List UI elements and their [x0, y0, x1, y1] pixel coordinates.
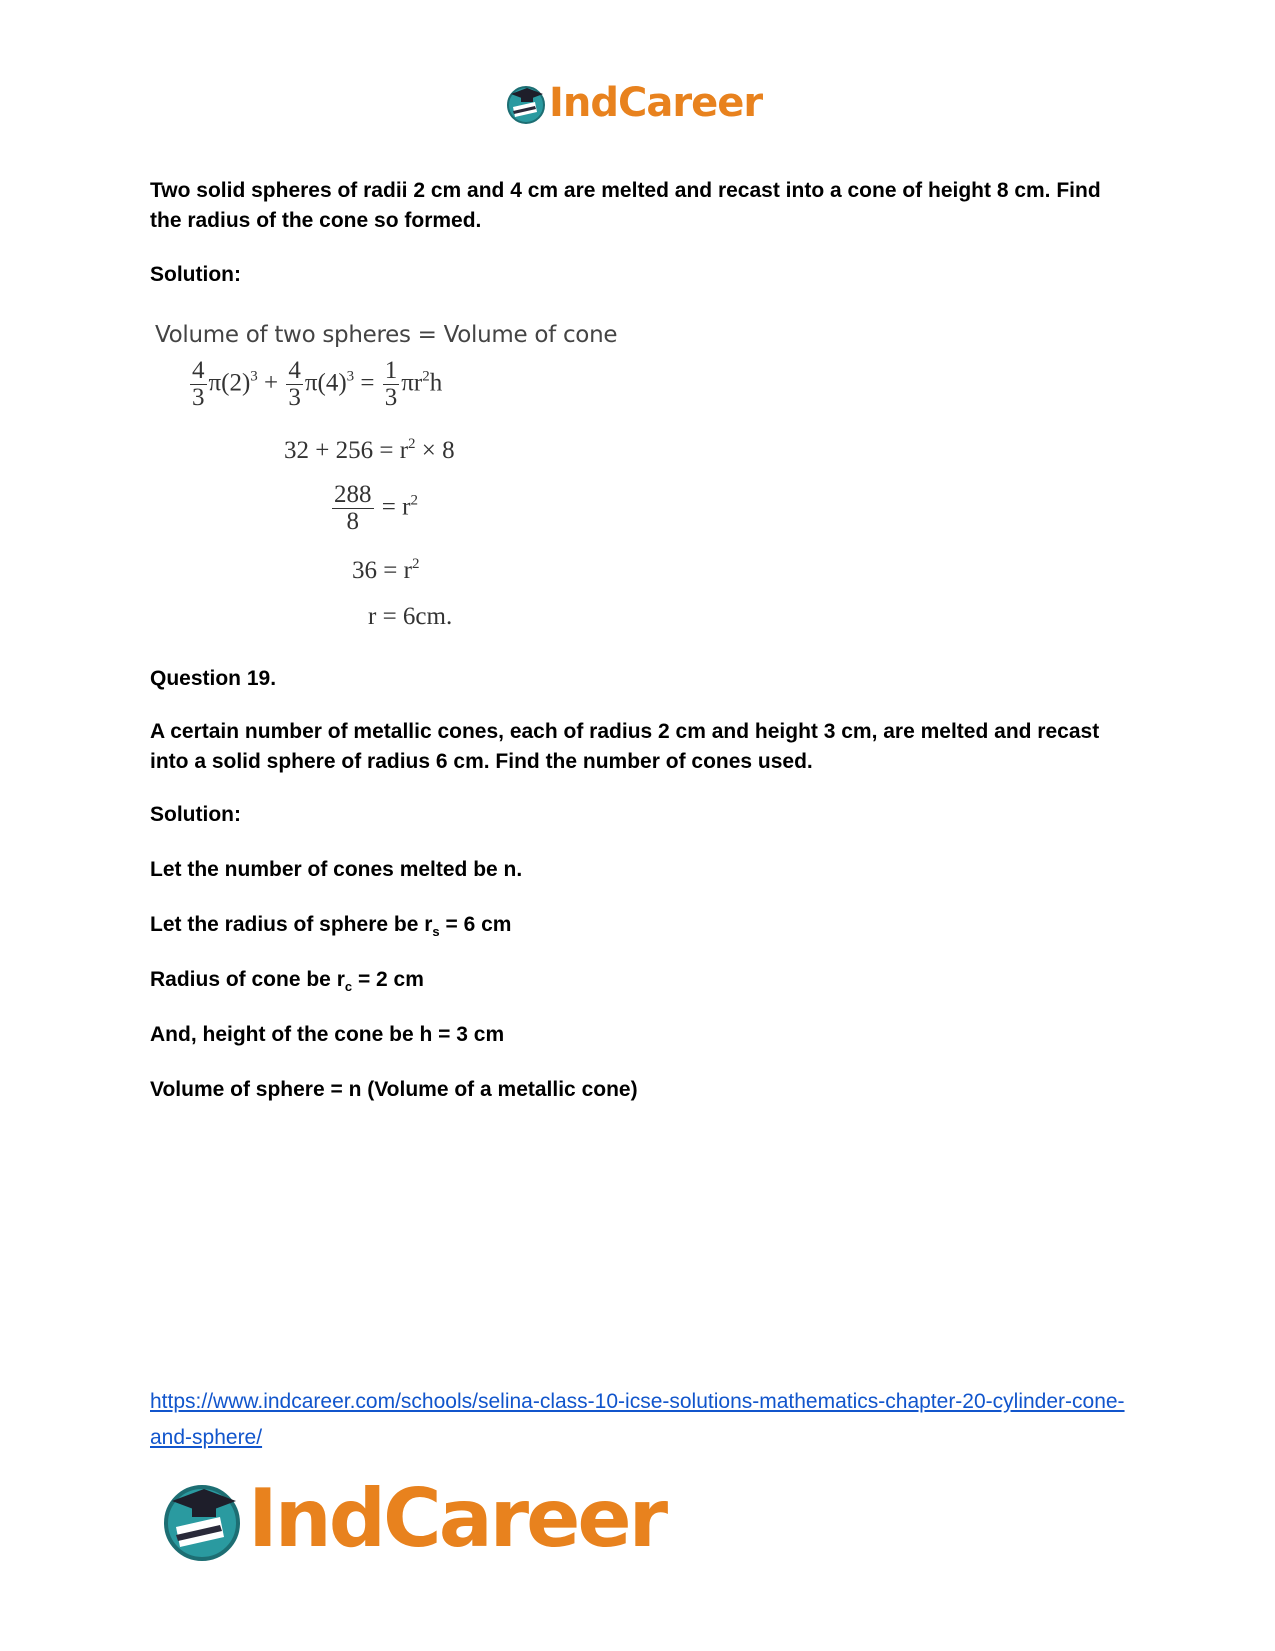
math-line-1: $\frac{4}{3}$ $\pi(2)^3$ + $\frac{4}{3}$ $\pi(4)^3$ = $\frac{1}{3}$ $\pi r^2h$: [192, 357, 443, 412]
math-line-4: $36 = r^2$: [352, 556, 420, 584]
math-line-2: $32 + 256 = r^2 \times 8$: [284, 436, 455, 464]
math-line-3: $\frac{288}{8}$ = $r^2$: [334, 481, 418, 536]
solution-line: Let the number of cones melted be n.: [150, 858, 523, 881]
header-logo: [505, 80, 762, 126]
brand-name: IndCareer: [549, 80, 763, 126]
solution-line: Radius of cone be $r_c = 2$ cm: [150, 968, 424, 994]
math-heading: Volume of two spheres = Volume of cone: [155, 322, 618, 348]
solution-label: Solution:: [150, 263, 241, 286]
footer-logo: [160, 1472, 665, 1565]
graduation-globe-logo-icon: [160, 1477, 244, 1561]
solution-line: Volume of sphere = n (Volume of a metallic cone): [150, 1078, 638, 1101]
fraction: $\frac{4}{3}$: [288, 357, 301, 412]
graduation-globe-logo-icon: [505, 82, 547, 124]
solution-line: And, height of the cone be h = 3 cm: [150, 1023, 505, 1046]
question-title: Question 19.: [150, 667, 277, 690]
math-line-5: r = 6cm.: [368, 603, 453, 630]
fraction: $\frac{288}{8}$: [334, 481, 372, 536]
fraction: $\frac{1}{3}$: [384, 357, 398, 412]
brand-name: IndCareer: [248, 1472, 666, 1565]
fraction: $\frac{4}{3}$: [192, 357, 205, 412]
source-link[interactable]: https://www.indcareer.com/schools/selina-class-10-icse-solutions-mathematics-chapter-20-cylinder-cone-and-sphere/: [150, 1390, 1125, 1449]
question-text: Two solid spheres of radii 2 cm and 4 cm are melted and recast into a cone of height 8 cm. Find the radius of the cone so formed.: [150, 179, 1101, 232]
solution-label: Solution:: [150, 803, 241, 826]
solution-line: Let the radius of sphere be $r_s = 6$ cm: [150, 913, 512, 939]
question-text: A certain number of metallic cones, each of radius 2 cm and height 3 cm, are melted and recast into a solid sphere of radius 6 cm. Find the number of cones used.: [150, 720, 1100, 773]
